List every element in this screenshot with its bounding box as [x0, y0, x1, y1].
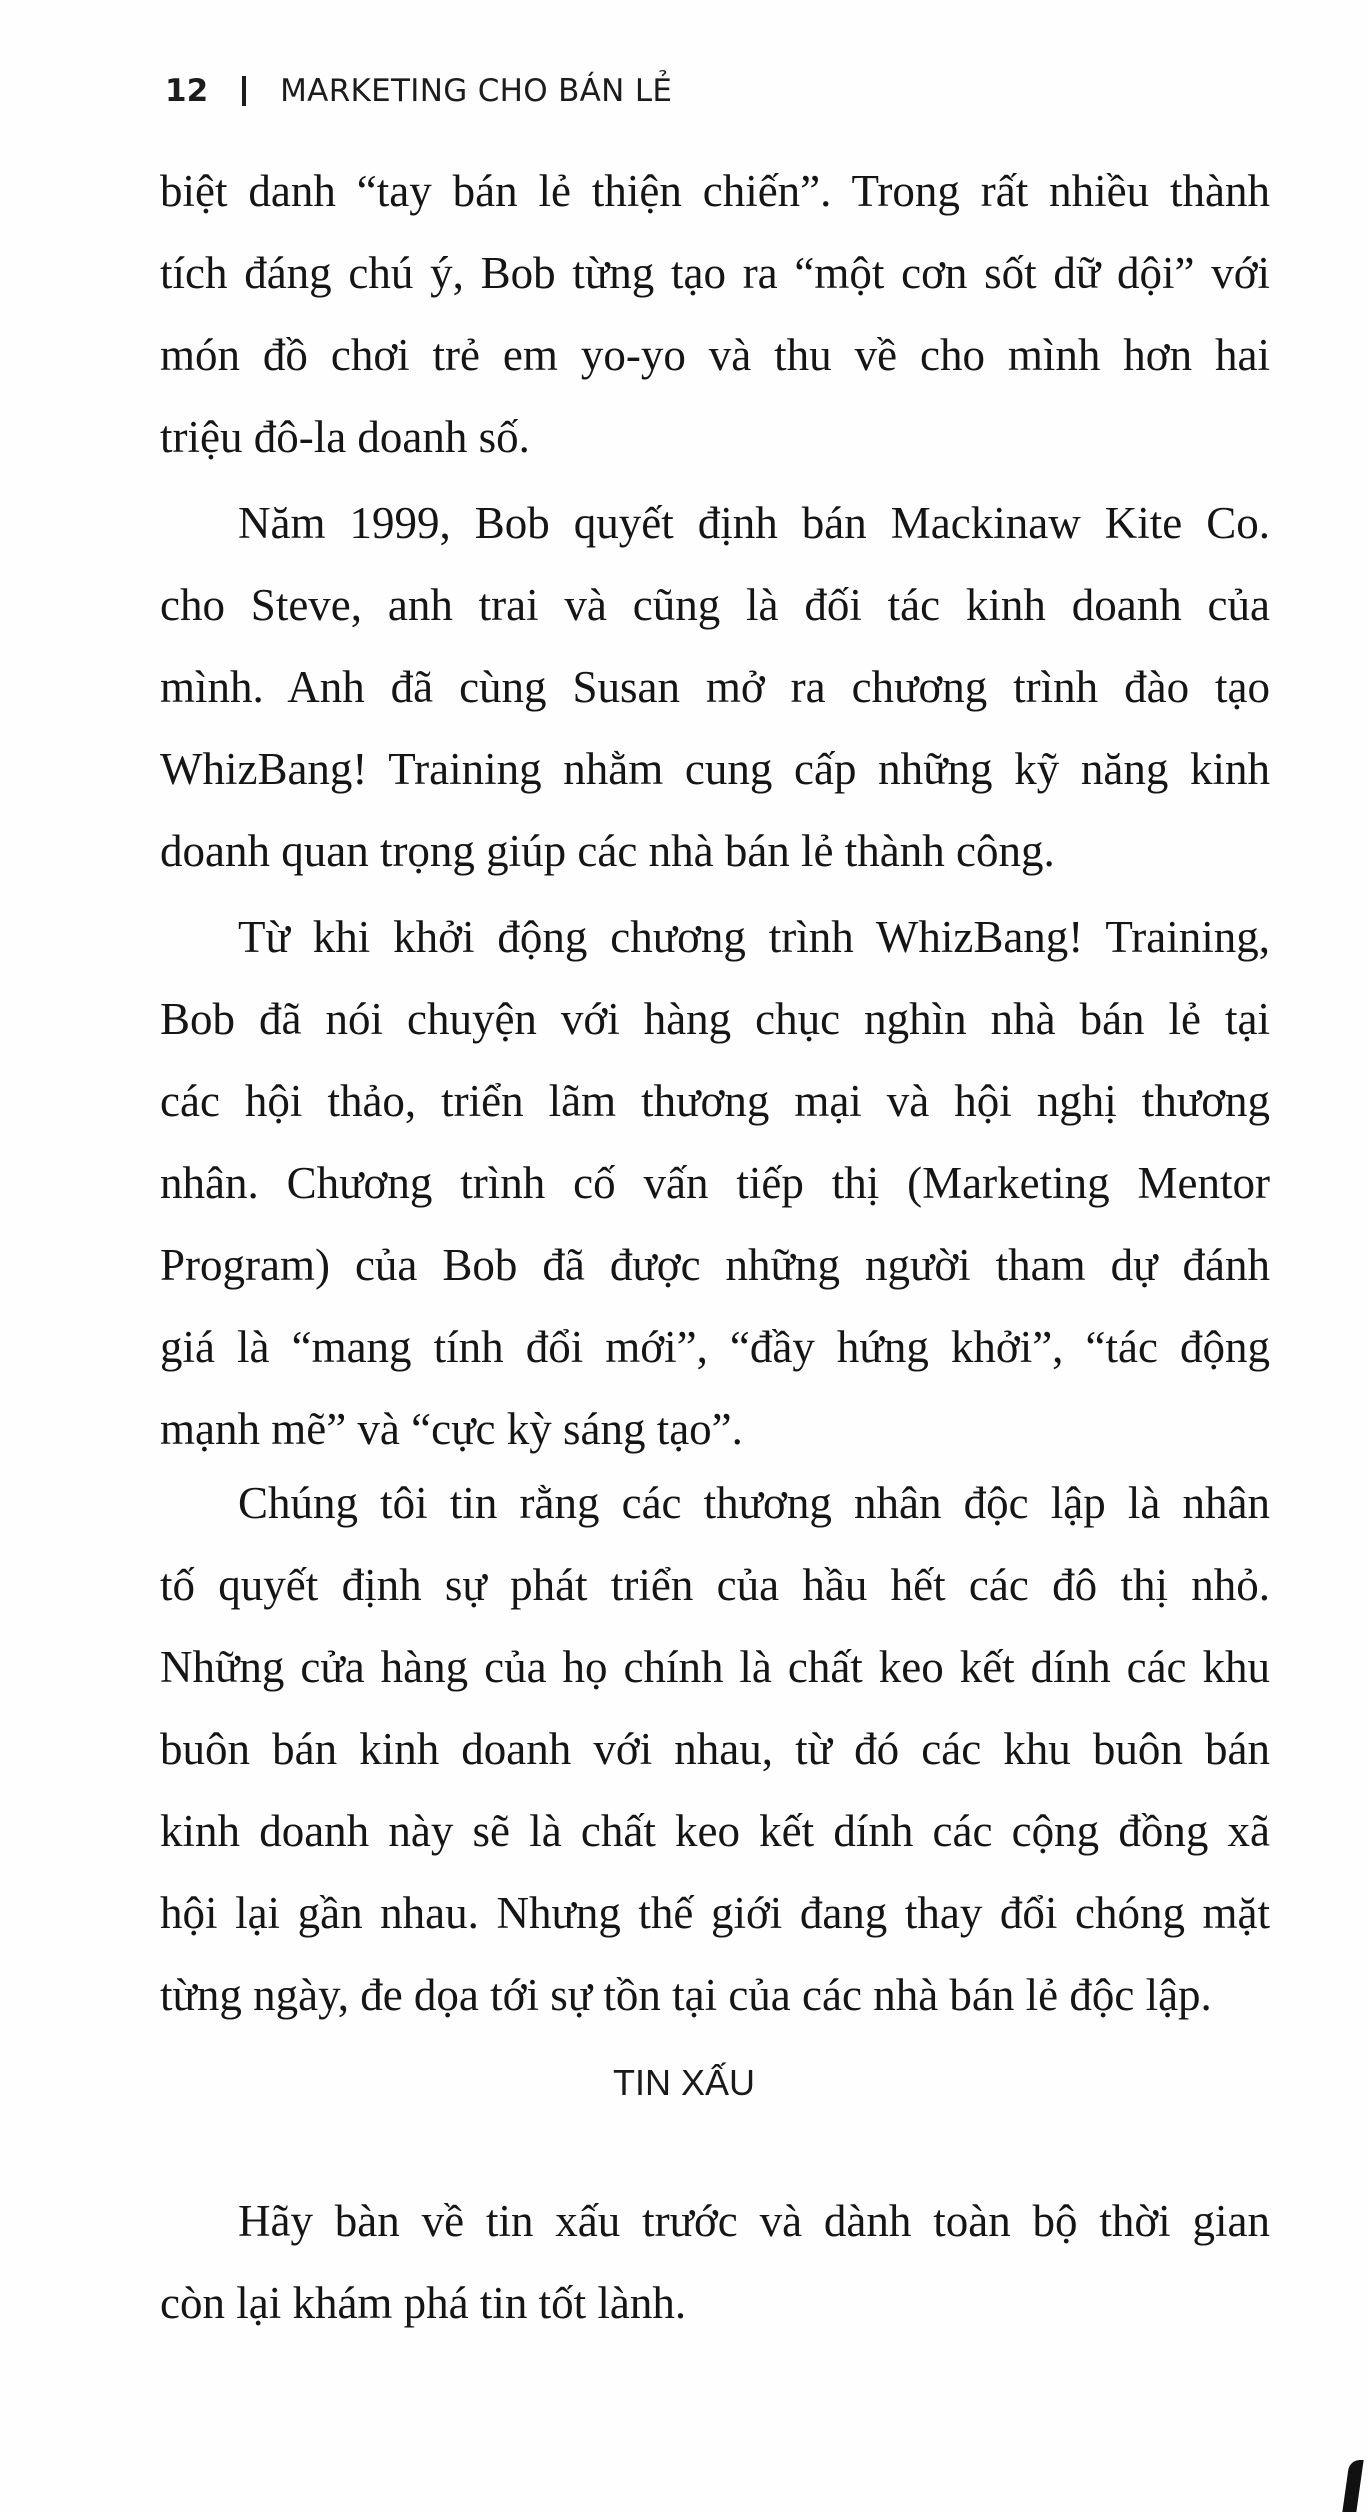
- text-line: còn lại khám phá tin tốt lành.: [160, 2278, 687, 2328]
- text-line: WhizBang! Training nhằm cung cấp những kỹ năng kinh: [160, 744, 1270, 794]
- text-line: Năm 1999, Bob quyết định bán Mackinaw Kite Co.: [238, 498, 1270, 548]
- text-line: hội lại gần nhau. Nhưng thế giới đang thay đổi chóng mặt: [160, 1888, 1270, 1938]
- text-line: Những cửa hàng của họ chính là chất keo kết dính các khu: [160, 1642, 1270, 1692]
- text-line: Bob đã nói chuyện với hàng chục nghìn nhà bán lẻ tại: [160, 994, 1270, 1044]
- header-separator: [242, 76, 246, 106]
- book-title: MARKETING CHO BÁN LẺ: [280, 73, 673, 109]
- text-line: tích đáng chú ý, Bob từng tạo ra “một cơn sốt dữ dội” với: [160, 248, 1270, 298]
- text-line: Hãy bàn về tin xấu trước và dành toàn bộ thời gian: [238, 2196, 1270, 2246]
- text-line: cho Steve, anh trai và cũng là đối tác kinh doanh của: [160, 580, 1270, 630]
- text-line: từng ngày, đe dọa tới sự tồn tại của các nhà bán lẻ độc lập.: [160, 1970, 1212, 2020]
- paragraph-2: [160, 482, 1270, 892]
- closing-paragraph: [160, 2180, 1270, 2344]
- text-line: món đồ chơi trẻ em yo-yo và thu về cho mình hơn hai: [160, 330, 1270, 380]
- page-number: 12: [165, 73, 209, 109]
- running-header: [165, 66, 672, 116]
- text-line: các hội thảo, triển lãm thương mại và hội nghị thương: [160, 1076, 1270, 1126]
- text-line: triệu đô-la doanh số.: [160, 412, 530, 462]
- text-line: Chúng tôi tin rằng các thương nhân độc lập là nhân: [238, 1478, 1270, 1528]
- text-line: Từ khi khởi động chương trình WhizBang! Training,: [238, 912, 1270, 962]
- text-line: mạnh mẽ” và “cực kỳ sáng tạo”.: [160, 1404, 743, 1454]
- text-line: buôn bán kinh doanh với nhau, từ đó các khu buôn bán: [160, 1724, 1270, 1774]
- page-edge-shadow: [1342, 2460, 1363, 2512]
- section-heading: TIN XẤU: [612, 2062, 755, 2103]
- text-line: doanh quan trọng giúp các nhà bán lẻ thành công.: [160, 826, 1055, 876]
- text-line: Program) của Bob đã được những người tham dự đánh: [160, 1240, 1270, 1290]
- text-line: nhân. Chương trình cố vấn tiếp thị (Marketing Mentor: [160, 1158, 1270, 1208]
- paragraph-1: [160, 150, 1270, 478]
- text-line: kinh doanh này sẽ là chất keo kết dính các cộng đồng xã: [160, 1806, 1270, 1856]
- paragraph-4: [160, 1462, 1270, 2036]
- text-line: biệt danh “tay bán lẻ thiện chiến”. Trong rất nhiều thành: [160, 166, 1270, 216]
- text-line: mình. Anh đã cùng Susan mở ra chương trình đào tạo: [160, 662, 1270, 712]
- paragraph-3: [160, 896, 1270, 1470]
- text-line: giá là “mang tính đổi mới”, “đầy hứng khởi”, “tác động: [160, 1322, 1270, 1372]
- text-line: tố quyết định sự phát triển của hầu hết các đô thị nhỏ.: [160, 1560, 1270, 1610]
